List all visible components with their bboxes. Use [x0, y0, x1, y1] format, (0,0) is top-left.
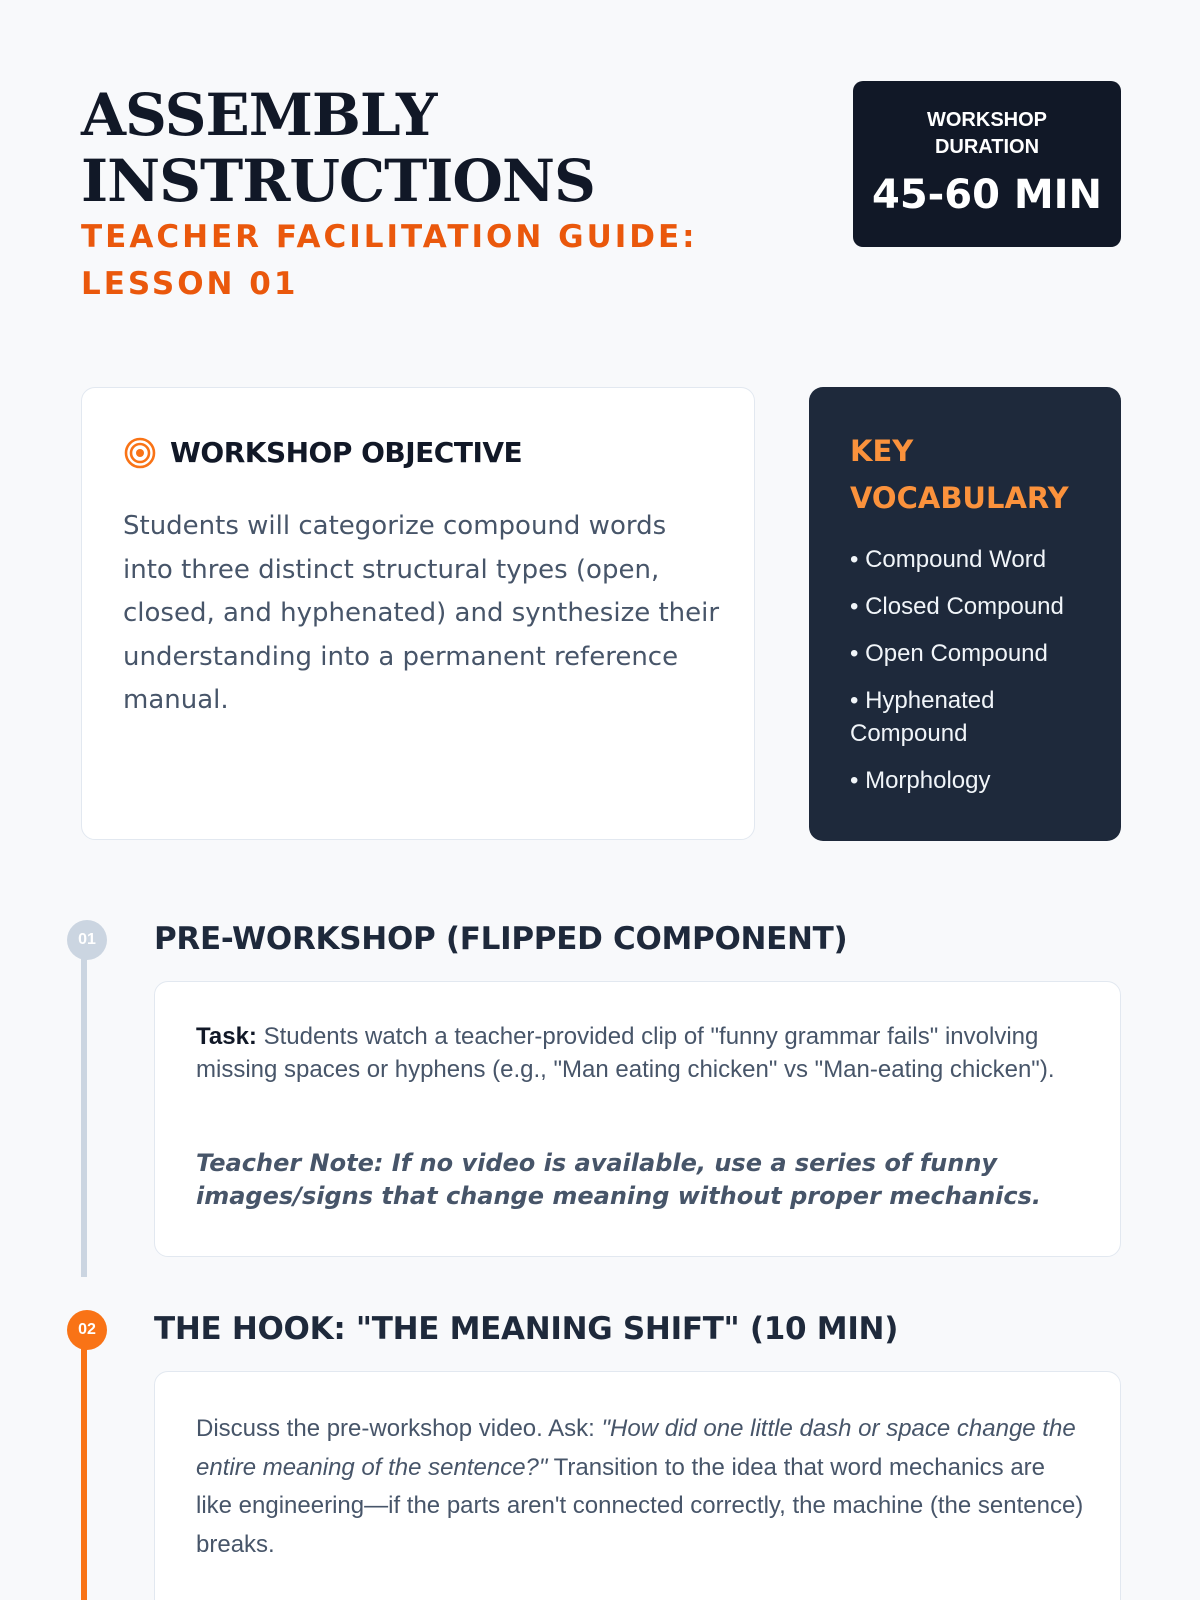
description-text-continued: Transition to the idea that word mechanics are like engineering—if the parts aren't connected correctly, the machine (the sentence) breaks. — [196, 1453, 1084, 1558]
step-task — [196, 1020, 1086, 1086]
duration-badge — [853, 81, 1121, 247]
task-label: Task: — [196, 1023, 257, 1050]
target-icon — [124, 437, 156, 469]
step-02 — [0, 1310, 1200, 1600]
vocabulary-item: • Open Compound — [850, 640, 1048, 667]
step-01 — [0, 920, 1200, 1260]
title-line-1: ASSEMBLY — [81, 81, 437, 149]
vocabulary-item: • Compound Word — [850, 546, 1047, 573]
vocabulary-item: • Morphology — [850, 767, 991, 794]
description-text: Discuss the pre-workshop video. Ask: — [196, 1415, 602, 1442]
step-description — [196, 1410, 1086, 1564]
objective-title: WORKSHOP OBJECTIVE — [170, 436, 523, 469]
vocabulary-card — [809, 387, 1121, 841]
vocabulary-item: • Closed Compound — [850, 593, 1064, 620]
page-header — [81, 82, 851, 308]
discussion-question: "How did one little dash or space change the entire meaning of the sentence?" — [196, 1415, 1076, 1481]
task-text: Students watch a teacher-provided clip of "funny grammar fails" involving missing spaces or hyphens (e.g., "Man eating chicken" vs "Man-eating chicken"). — [196, 1023, 1055, 1083]
step-title: THE HOOK: "THE MEANING SHIFT" (10 MIN) — [154, 1311, 899, 1347]
step-number-badge: 02 — [67, 1310, 107, 1350]
timeline-line — [81, 1330, 87, 1600]
title-line-2: INSTRUCTIONS — [81, 147, 595, 215]
duration-value: 45-60 MIN — [871, 172, 1103, 218]
step-card — [154, 981, 1121, 1257]
vocabulary-title: KEY VOCABULARY — [850, 434, 1069, 515]
vocabulary-list — [850, 543, 1100, 811]
step-number-badge: 01 — [67, 920, 107, 960]
objective-header — [124, 436, 522, 469]
teacher-note: Teacher Note: If no video is available, use a series of funny images/signs that change meaning without proper mechanics. — [196, 1149, 1042, 1210]
vocabulary-item: • Hyphenated Compound — [850, 687, 995, 747]
page-title — [81, 82, 851, 214]
duration-label: WORKSHOP DURATION — [927, 109, 1047, 158]
objective-body: Students will categorize compound words into three distinct structural types (open, closed, and hyphenated) and synthesize their understanding into a permanent reference manual. — [123, 511, 720, 715]
page-subtitle: TEACHER FACILITATION GUIDE: LESSON 01 — [81, 219, 698, 302]
step-title: PRE-WORKSHOP (FLIPPED COMPONENT) — [154, 921, 848, 957]
step-card — [154, 1371, 1121, 1600]
timeline-line — [81, 940, 87, 1277]
objective-card — [81, 387, 755, 840]
